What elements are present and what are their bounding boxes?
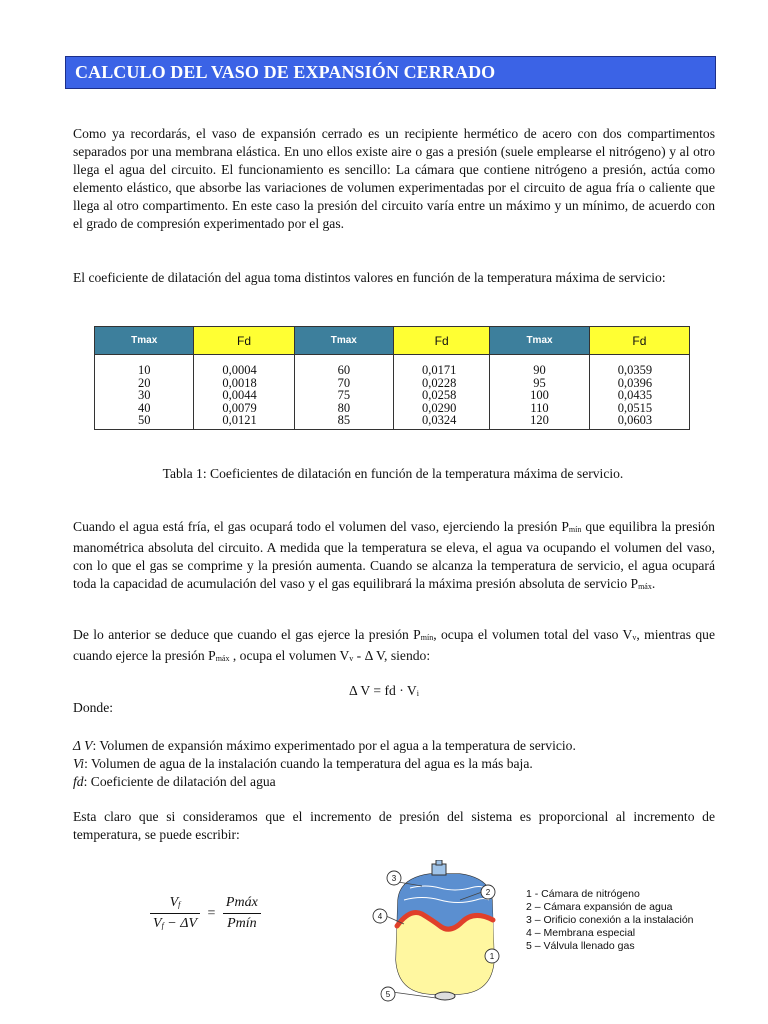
math-symbol: V bbox=[153, 916, 162, 931]
dilatation-table bbox=[94, 326, 690, 430]
pressure-volume-equation bbox=[150, 895, 261, 932]
expansion-vessel-diagram bbox=[370, 860, 520, 1010]
callout-number: 2 bbox=[485, 888, 491, 897]
table-cell: 70 bbox=[337, 375, 351, 390]
diagram-legend bbox=[526, 888, 694, 953]
text-run: que equilibra la presión manométrica absoluta del circuito. A medida que la temperatura se eleva, el agua va ocupando el volumen del vaso, con lo que el gas se comprime y la presión aumenta. Cuando se alcanza la temperatura de servicio, el agua ocupará toda la capacidad de acumulación del vaso y el gas equilibrará la máxima presión absoluta de servicio P bbox=[73, 519, 715, 591]
table-cell: 0,0171 bbox=[422, 363, 457, 377]
definition-text: : Volumen de agua de la instalación cuando la temperatura del agua es la más baja. bbox=[84, 756, 533, 771]
table-cell: 110 bbox=[530, 400, 549, 415]
table-cell: 80 bbox=[337, 400, 351, 415]
fraction-numerator: Pmáx bbox=[223, 895, 261, 914]
table-cell: 30 bbox=[137, 388, 151, 403]
subscript: mín bbox=[568, 525, 582, 534]
intro-paragraph: Como ya recordarás, el vaso de expansión cerrado es un recipiente hermético de acero con dos compartimentos separados por una membrana elástica. En uno ellos existe aire o gas a presión (suele emplearse el nitrógeno) y al otro llega el agua del circuito. El funcionamiento es sencillo: La cámara que contiene nitrógeno a presión, actúa como elemento elástico, que absorbe las variaciones de volumen experimentadas por el circuito de agua fría o caliente que llega al otro compartimento. En este caso la presión del circuito varía entre un máximo y un mínimo, de acuerdo con el grado de compresión experimentado por el gas. bbox=[73, 126, 715, 231]
table-column bbox=[490, 355, 589, 430]
table-cell: 0,0121 bbox=[222, 413, 257, 428]
equals-sign: = bbox=[207, 905, 216, 921]
coefficient-paragraph: El coeficiente de dilatación del agua toma distintos valores en función de la temperatura máxima de servicio: bbox=[73, 270, 666, 285]
definition-item bbox=[73, 755, 576, 773]
proportional-paragraph: Esta claro que si consideramos que el incremento de presión del sistema es proporcional al incremento de temperatura, se puede escribir: bbox=[73, 809, 715, 842]
text-run: Cuando el agua está fría, el gas ocupará todo el volumen del vaso, ejerciendo la presión P bbox=[73, 519, 569, 534]
definition-item bbox=[73, 773, 576, 791]
subscript: i bbox=[416, 689, 419, 698]
math-symbol: V bbox=[169, 895, 179, 910]
table-cell: 0,0435 bbox=[617, 388, 653, 403]
deduction-paragraph bbox=[73, 626, 715, 668]
text-run: , mientras que cuando ejerce la presión P bbox=[73, 627, 715, 663]
table-header: Tmax bbox=[95, 327, 194, 355]
table-column bbox=[194, 355, 294, 430]
expansion-formula bbox=[0, 683, 768, 699]
table-column bbox=[589, 355, 689, 430]
donde-label: Donde: bbox=[73, 700, 114, 715]
table-cell: 0,0018 bbox=[222, 375, 257, 390]
subscript: f bbox=[178, 900, 181, 909]
table-cell: 75 bbox=[337, 388, 351, 403]
connection-port-cap bbox=[436, 860, 442, 865]
table-cell: 0,0396 bbox=[617, 375, 653, 390]
text-run: , ocupa el volumen V bbox=[229, 648, 350, 663]
formula-main: Δ V = fd · V bbox=[349, 683, 417, 698]
text-run: , ocupa el volumen total del vaso V bbox=[433, 627, 633, 642]
callout-number: 1 bbox=[489, 952, 495, 961]
text-run: De lo anterior se deduce que cuando el gas ejerce la presión P bbox=[73, 627, 421, 642]
section-title: CALCULO DEL VASO DE EXPANSIÓN CERRADO bbox=[65, 56, 716, 89]
table-cell: 40 bbox=[137, 400, 151, 415]
fraction-numerator bbox=[150, 895, 200, 914]
subscript: máx bbox=[215, 654, 230, 663]
legend-item: 4 – Membrana especial bbox=[526, 927, 636, 939]
right-fraction bbox=[223, 895, 261, 932]
table-cell: 10 bbox=[137, 363, 151, 377]
table-cell: 90 bbox=[533, 363, 546, 377]
definition-term: fd bbox=[73, 774, 84, 789]
callout-number: 3 bbox=[391, 874, 397, 883]
fraction-denominator bbox=[150, 914, 200, 932]
definition-term: Δ V bbox=[73, 738, 93, 753]
left-fraction bbox=[150, 895, 200, 932]
table-cell: 0,0004 bbox=[222, 363, 257, 377]
table-header: Tmax bbox=[490, 327, 589, 355]
subscript: v bbox=[632, 633, 637, 642]
definition-term: Vi bbox=[73, 756, 85, 771]
table-header: Fd bbox=[394, 327, 490, 355]
table-cell: 0,0258 bbox=[422, 388, 457, 403]
cold-water-paragraph bbox=[73, 518, 715, 596]
table-header: Fd bbox=[589, 327, 689, 355]
subscript: mín bbox=[420, 633, 434, 642]
table-cell: 0,0359 bbox=[617, 363, 653, 377]
table-cell: 120 bbox=[530, 413, 549, 428]
connection-port bbox=[432, 864, 446, 875]
table-caption: Tabla 1: Coeficientes de dilatación en función de la temperatura máxima de servicio. bbox=[162, 466, 624, 481]
table-column bbox=[294, 355, 393, 430]
table-cell: 100 bbox=[530, 388, 549, 403]
table-header: Tmax bbox=[294, 327, 393, 355]
table-cell: 0,0228 bbox=[422, 375, 457, 390]
table-row bbox=[95, 355, 690, 430]
table-header-row bbox=[95, 327, 690, 355]
fraction-denominator: Pmín bbox=[227, 916, 257, 931]
table-cell: 95 bbox=[533, 375, 546, 390]
gas-valve bbox=[435, 992, 455, 1000]
table-column bbox=[95, 355, 194, 430]
subscript: f bbox=[161, 921, 164, 930]
table-cell: 85 bbox=[337, 413, 351, 428]
legend-item: 5 – Válvula llenado gas bbox=[526, 940, 635, 952]
definition-text: : Coeficiente de dilatación del agua bbox=[83, 774, 276, 789]
legend-item: 1 - Cámara de nitrógeno bbox=[526, 888, 640, 900]
table-cell: 0,0079 bbox=[222, 400, 257, 415]
math-symbol: − ΔV bbox=[163, 916, 198, 931]
definition-item bbox=[73, 737, 576, 755]
legend-item: 2 – Cámara expansión de agua bbox=[526, 901, 673, 913]
table-cell: 20 bbox=[137, 375, 151, 390]
definition-text: : Volumen de expansión máximo experimentado por el agua a la temperatura de servicio. bbox=[92, 738, 576, 753]
text-run: - Δ V, siendo: bbox=[353, 648, 431, 663]
table-cell: 0,0290 bbox=[422, 400, 457, 415]
text-run: . bbox=[651, 576, 656, 591]
subscript: v bbox=[349, 654, 354, 663]
legend-item: 3 – Orificio conexión a la instalación bbox=[526, 914, 694, 926]
table-header: Fd bbox=[194, 327, 294, 355]
table-cell: 0,0324 bbox=[422, 413, 457, 428]
table-cell: 50 bbox=[137, 413, 151, 428]
table-cell: 0,0044 bbox=[222, 388, 257, 403]
table-cell: 0,0603 bbox=[617, 413, 653, 428]
table-cell: 60 bbox=[337, 363, 351, 377]
callout-number: 5 bbox=[385, 990, 391, 999]
definitions-list bbox=[73, 737, 576, 791]
subscript: máx bbox=[638, 582, 652, 591]
table-column bbox=[394, 355, 490, 430]
callout-number: 4 bbox=[377, 912, 383, 921]
table-cell: 0,0515 bbox=[617, 400, 653, 415]
